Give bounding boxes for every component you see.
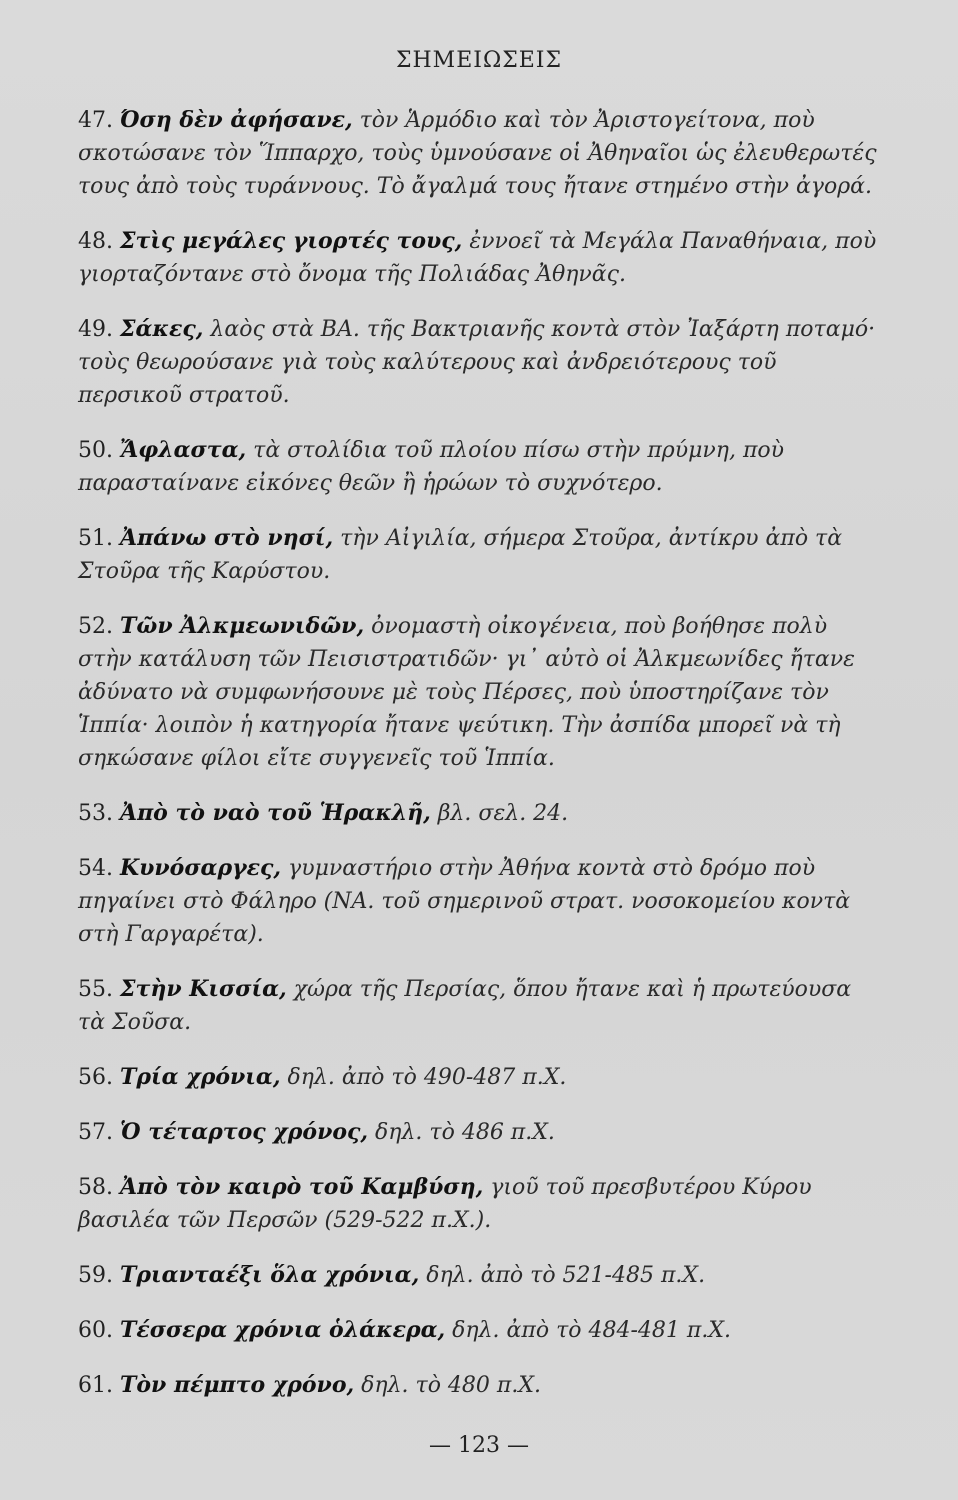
note-term: Ὁ τέταρτος χρόνος, xyxy=(120,1119,369,1145)
note-item xyxy=(78,522,878,588)
note-text: γυμναστήριο στὴν Ἀθήνα κοντὰ στὸ δρόμο ποὺ πηγαίνει στὸ Φάληρο (ΝΑ. τοῦ σημερινοῦ στρατ. νοσοκομείου κοντὰ στὴ Γαργαρέτα). xyxy=(78,856,851,947)
note-term: Στὶς μεγάλες γιορτές τους, xyxy=(120,228,463,254)
note-number: 51. xyxy=(78,526,113,551)
notes-list xyxy=(78,104,878,1424)
note-number: 59. xyxy=(78,1263,113,1288)
note-term: Τῶν Ἀλκμεωνιδῶν, xyxy=(120,613,365,639)
note-item xyxy=(78,1314,878,1347)
note-term: Τρία χρόνια, xyxy=(120,1064,281,1090)
note-number: 58. xyxy=(78,1175,113,1200)
note-term: Στὴν Κισσία, xyxy=(120,976,287,1002)
note-item xyxy=(78,610,878,775)
note-item xyxy=(78,1369,878,1402)
note-number: 54. xyxy=(78,856,113,881)
note-text: τὴν Αἰγιλία, σήμερα Στοῦρα, ἀντίκρυ ἀπὸ τὰ Στοῦρα τῆς Καρύστου. xyxy=(78,526,843,584)
note-item xyxy=(78,797,878,830)
note-item xyxy=(78,313,878,412)
note-number: 50. xyxy=(78,438,113,463)
note-number: 57. xyxy=(78,1120,113,1145)
note-item xyxy=(78,225,878,291)
note-item xyxy=(78,104,878,203)
note-number: 49. xyxy=(78,317,113,342)
note-text: δηλ. τὸ 486 π.Χ. xyxy=(368,1120,555,1145)
note-item xyxy=(78,973,878,1039)
note-number: 60. xyxy=(78,1318,113,1343)
note-number: 56. xyxy=(78,1065,113,1090)
note-term: Ἀπὸ τὸν καιρὸ τοῦ Καμβύση, xyxy=(120,1174,484,1200)
note-text: ἐννοεῖ τὰ Μεγάλα Παναθήναια, ποὺ γιορταζόντανε στὸ ὄνομα τῆς Πολιάδας Ἀθηνᾶς. xyxy=(78,229,877,287)
note-text: τὸν Ἁρμόδιο καὶ τὸν Ἀριστογείτονα, ποὺ σκοτώσανε τὸν Ἵππαρχο, τοὺς ὑμνούσανε οἱ Ἀθηναῖοι ὡς ἐλευθερωτές τους ἀπὸ τοὺς τυράννους. Τὸ ἄγαλμά τους ἤτανε στημένο στὴν ἀγορά. xyxy=(78,108,877,199)
note-item xyxy=(78,1061,878,1094)
note-text: χώρα τῆς Περσίας, ὅπου ἤτανε καὶ ἡ πρωτεύουσα τὰ Σοῦσα. xyxy=(78,977,852,1035)
note-term: Όση δὲν ἀφήσανε, xyxy=(120,107,353,133)
note-text: δηλ. τὸ 480 π.Χ. xyxy=(354,1373,542,1398)
note-term: Τέσσερα χρόνια ὁλάκερα, xyxy=(120,1317,446,1343)
note-item xyxy=(78,1116,878,1149)
note-number: 55. xyxy=(78,977,113,1002)
note-text: δηλ. ἀπὸ τὸ 484-481 π.Χ. xyxy=(445,1318,731,1343)
note-term: Ἄφλαστα, xyxy=(120,437,247,463)
note-text: λαὸς στὰ ΒΑ. τῆς Βακτριανῆς κοντὰ στὸν Ἰαξάρτη ποταμό· τοὺς θεωρούσανε γιὰ τοὺς καλύτερους καὶ ἀνδρειότερους τοῦ περσικοῦ στρατοῦ. xyxy=(78,317,876,408)
note-number: 53. xyxy=(78,801,113,826)
note-term: Ἀπὸ τὸ ναὸ τοῦ Ἡρακλῆ, xyxy=(120,800,431,826)
note-item xyxy=(78,1259,878,1292)
note-text: δηλ. ἀπὸ τὸ 490-487 π.Χ. xyxy=(280,1065,567,1090)
note-text: γιοῦ τοῦ πρεσβυτέρου Κύρου βασιλέα τῶν Περσῶν (529-522 π.Χ.). xyxy=(78,1175,812,1233)
note-term: Ἀπάνω στὸ νησί, xyxy=(120,525,334,551)
page-number: — 123 — xyxy=(429,1433,529,1458)
note-term: Κυνόσαργες, xyxy=(120,855,282,881)
page-header: ΣΗΜΕΙΩΣΕΙΣ xyxy=(395,48,563,73)
note-text: δηλ. ἀπὸ τὸ 521-485 π.Χ. xyxy=(419,1263,706,1288)
note-item xyxy=(78,852,878,951)
note-item xyxy=(78,1171,878,1237)
note-number: 48. xyxy=(78,229,113,254)
note-text: ὀνομαστὴ οἰκογένεια, ποὺ βοήθησε πολὺ στὴν κατάλυση τῶν Πεισιστρατιδῶν· γι᾽ αὐτὸ οἱ Ἀλκμεωνίδες ἤτανε ἀδύνατο νὰ συμφωνήσουνε μὲ τοὺς Πέρσες, ποὺ ὑποστηρίζανε τὸν Ἱππία· λοιπὸν ἡ κατηγορία ἤτανε ψεύτικη. Τὴν ἀσπίδα μπορεῖ νὰ τὴ σηκώσανε φίλοι εἴτε συγγενεῖς τοῦ Ἱππία. xyxy=(78,614,855,771)
note-number: 52. xyxy=(78,614,113,639)
note-term: Τὸν πέμπτο χρόνο, xyxy=(120,1372,355,1398)
note-text: τὰ στολίδια τοῦ πλοίου πίσω στὴν πρύμνη, ποὺ παρασταίνανε εἰκόνες θεῶν ἢ ἡρώων τὸ συχνότερο. xyxy=(78,438,785,496)
note-text: βλ. σελ. 24. xyxy=(430,801,569,826)
note-number: 47. xyxy=(78,108,113,133)
note-term: Σάκες, xyxy=(120,316,204,342)
note-item xyxy=(78,434,878,500)
note-number: 61. xyxy=(78,1373,113,1398)
note-term: Τριανταέξι ὅλα χρόνια, xyxy=(120,1262,420,1288)
